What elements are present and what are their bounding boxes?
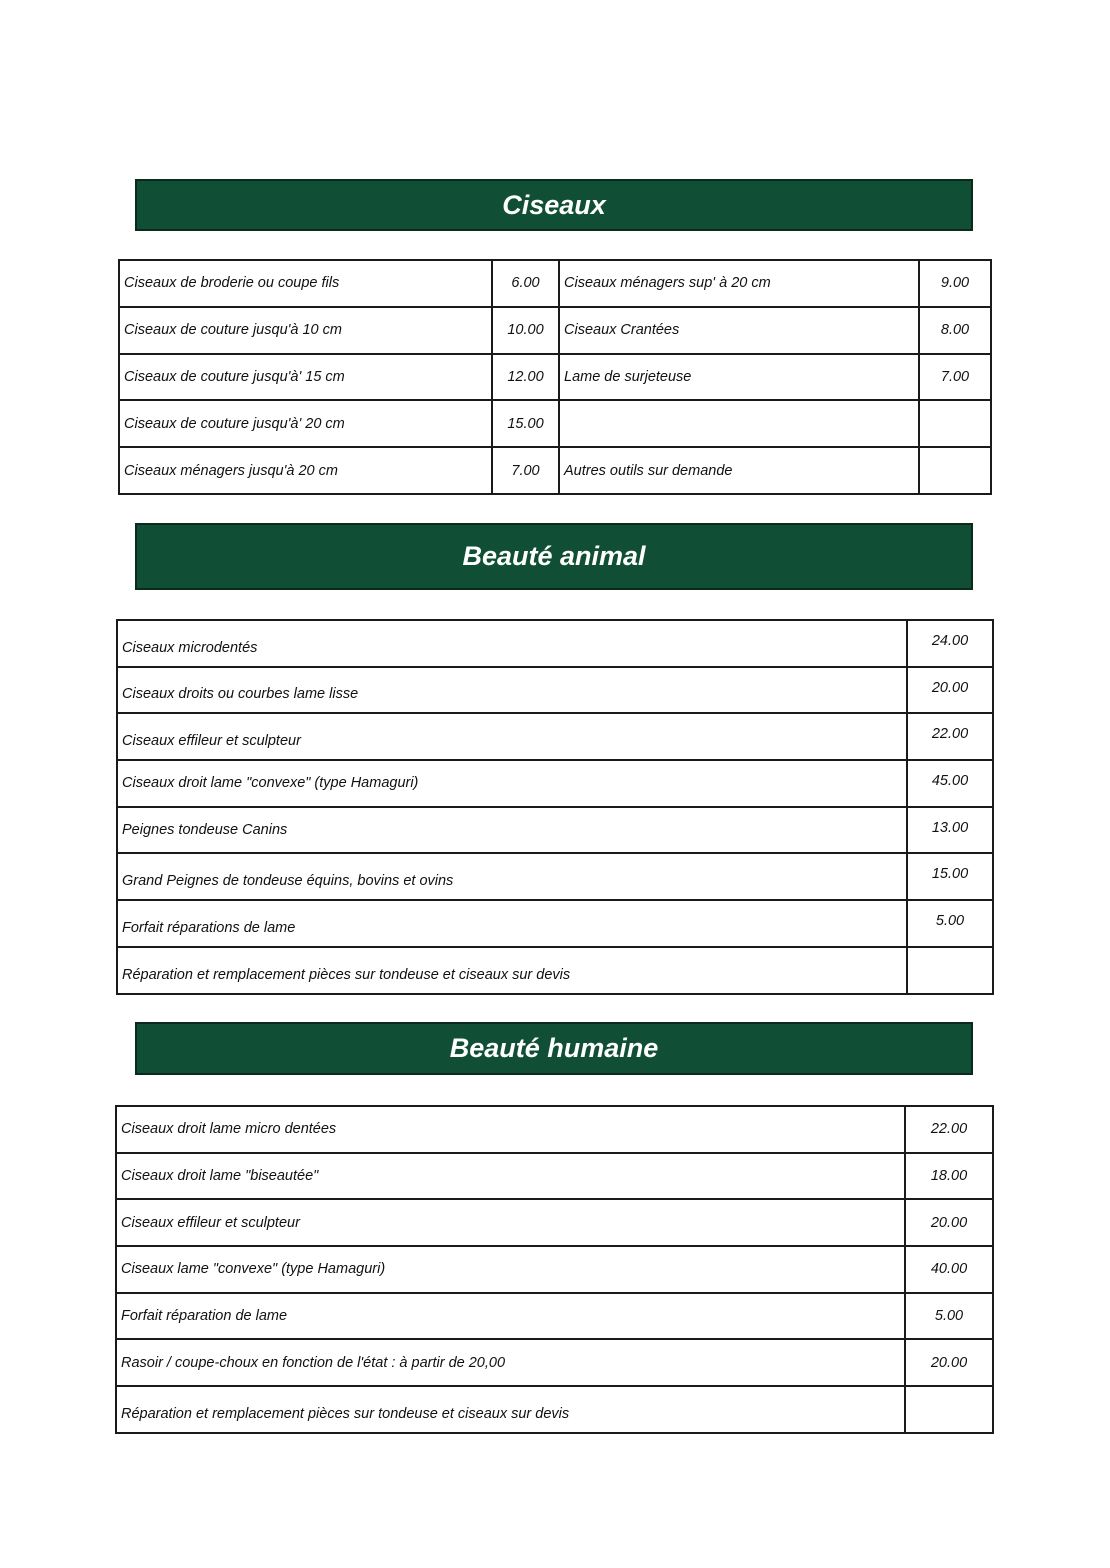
item-label: Autres outils sur demande bbox=[559, 447, 919, 494]
table-row bbox=[116, 1386, 993, 1433]
table-row bbox=[119, 354, 991, 401]
item-label: Réparation et remplacement pièces sur tondeuse et ciseaux sur devis bbox=[116, 1386, 905, 1433]
table-row bbox=[116, 1106, 993, 1153]
section-title-ciseaux: Ciseaux bbox=[135, 179, 973, 231]
table-row bbox=[117, 760, 993, 807]
item-label: Forfait réparation de lame bbox=[116, 1293, 905, 1340]
item-label: Rasoir / coupe-choux en fonction de l'état : à partir de 20,00 bbox=[116, 1339, 905, 1386]
table-row bbox=[116, 1339, 993, 1386]
item-label bbox=[559, 400, 919, 447]
item-price: 20.00 bbox=[905, 1199, 993, 1246]
item-price bbox=[907, 947, 993, 994]
item-price: 6.00 bbox=[492, 260, 559, 307]
item-price: 24.00 bbox=[907, 620, 993, 667]
item-price: 5.00 bbox=[905, 1293, 993, 1340]
item-price: 45.00 bbox=[907, 760, 993, 807]
item-label: Lame de surjeteuse bbox=[559, 354, 919, 401]
table-row bbox=[117, 807, 993, 854]
item-label: Grand Peignes de tondeuse équins, bovins et ovins bbox=[117, 853, 907, 900]
item-label: Ciseaux de couture jusqu'à' 20 cm bbox=[119, 400, 492, 447]
item-label: Ciseaux effileur et sculpteur bbox=[117, 713, 907, 760]
table-row bbox=[116, 1199, 993, 1246]
item-label: Ciseaux microdentés bbox=[117, 620, 907, 667]
table-row bbox=[116, 1293, 993, 1340]
item-price: 18.00 bbox=[905, 1153, 993, 1200]
table-row bbox=[116, 1153, 993, 1200]
section-title-beaute-animal: Beauté animal bbox=[135, 523, 973, 590]
item-label: Ciseaux de couture jusqu'à 10 cm bbox=[119, 307, 492, 354]
table-row bbox=[116, 1246, 993, 1293]
item-label: Ciseaux droit lame "biseautée" bbox=[116, 1153, 905, 1200]
table-row bbox=[117, 853, 993, 900]
table-row bbox=[117, 667, 993, 714]
item-price: 15.00 bbox=[907, 853, 993, 900]
item-label: Réparation et remplacement pièces sur tondeuse et ciseaux sur devis bbox=[117, 947, 907, 994]
item-label: Ciseaux droit lame micro dentées bbox=[116, 1106, 905, 1153]
item-label: Ciseaux effileur et sculpteur bbox=[116, 1199, 905, 1246]
item-price: 15.00 bbox=[492, 400, 559, 447]
item-price: 40.00 bbox=[905, 1246, 993, 1293]
item-price bbox=[919, 400, 991, 447]
item-price: 20.00 bbox=[907, 667, 993, 714]
item-price: 5.00 bbox=[907, 900, 993, 947]
section-title-beaute-humaine: Beauté humaine bbox=[135, 1022, 973, 1075]
table-row bbox=[117, 900, 993, 947]
item-label: Peignes tondeuse Canins bbox=[117, 807, 907, 854]
item-price: 22.00 bbox=[905, 1106, 993, 1153]
item-label: Ciseaux lame "convexe" (type Hamaguri) bbox=[116, 1246, 905, 1293]
item-price: 20.00 bbox=[905, 1339, 993, 1386]
item-price bbox=[905, 1386, 993, 1433]
item-price: 7.00 bbox=[919, 354, 991, 401]
item-label: Ciseaux droits ou courbes lame lisse bbox=[117, 667, 907, 714]
item-price: 22.00 bbox=[907, 713, 993, 760]
item-price: 12.00 bbox=[492, 354, 559, 401]
table-row bbox=[119, 400, 991, 447]
item-price: 13.00 bbox=[907, 807, 993, 854]
table-row bbox=[117, 620, 993, 667]
item-price: 10.00 bbox=[492, 307, 559, 354]
ciseaux-price-table bbox=[118, 259, 992, 495]
beaute-animal-price-table bbox=[116, 619, 994, 995]
table-row bbox=[119, 260, 991, 307]
item-label: Forfait réparations de lame bbox=[117, 900, 907, 947]
beaute-humaine-price-table bbox=[115, 1105, 994, 1434]
table-row bbox=[119, 307, 991, 354]
table-row bbox=[117, 713, 993, 760]
item-price: 9.00 bbox=[919, 260, 991, 307]
table-row bbox=[117, 947, 993, 994]
item-label: Ciseaux droit lame "convexe" (type Hamaguri) bbox=[117, 760, 907, 807]
item-label: Ciseaux Crantées bbox=[559, 307, 919, 354]
item-label: Ciseaux ménagers jusqu'à 20 cm bbox=[119, 447, 492, 494]
item-price bbox=[919, 447, 991, 494]
item-label: Ciseaux de broderie ou coupe fils bbox=[119, 260, 492, 307]
item-price: 8.00 bbox=[919, 307, 991, 354]
table-row bbox=[119, 447, 991, 494]
item-label: Ciseaux ménagers sup' à 20 cm bbox=[559, 260, 919, 307]
item-price: 7.00 bbox=[492, 447, 559, 494]
item-label: Ciseaux de couture jusqu'à' 15 cm bbox=[119, 354, 492, 401]
